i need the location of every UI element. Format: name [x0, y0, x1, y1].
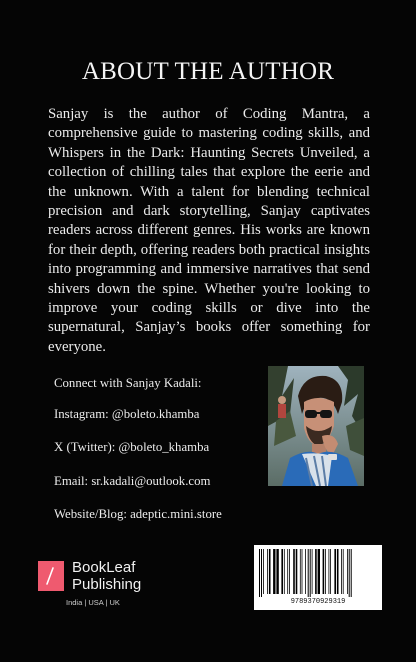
isbn-barcode	[254, 545, 382, 610]
publisher-logo	[38, 558, 178, 608]
barcode-bar	[267, 549, 268, 594]
barcode-bar	[305, 549, 306, 594]
barcode-bar	[273, 549, 275, 594]
publisher-regions: India | USA | UK	[66, 598, 120, 607]
barcode-bar	[334, 549, 336, 594]
publisher-logo-icon	[38, 561, 64, 591]
barcode-bar	[323, 549, 325, 594]
isbn-number: 9789370929319	[290, 598, 346, 606]
barcode-bar	[308, 549, 309, 597]
barcode-bar	[269, 549, 271, 594]
website-link: Website/Blog: adeptic.mini.store	[54, 507, 222, 521]
barcode-bar	[351, 549, 352, 597]
barcode-bar	[329, 549, 330, 594]
barcode-bar	[347, 549, 348, 594]
barcode-bar	[287, 549, 288, 594]
barcode-bar	[310, 549, 311, 597]
barcode-bar	[343, 549, 344, 594]
barcode-bar	[337, 549, 339, 594]
barcode-bar	[296, 549, 298, 594]
barcode-bar	[263, 549, 264, 594]
publisher-name: BookLeaf	[72, 559, 136, 576]
barcode-bar	[289, 549, 290, 594]
barcode-bar	[312, 549, 313, 594]
barcode-bar	[330, 549, 331, 594]
barcode-bar	[341, 549, 342, 594]
barcode-bar	[300, 549, 301, 594]
barcode-bar	[318, 549, 320, 594]
barcode-bar	[302, 549, 303, 594]
barcode-bar	[315, 549, 317, 594]
author-bio: Sanjay is the author of Coding Mantra, a comprehensive guide to mastering coding skills, and Whispers in the Dark: Haunting Secrets Unveiled, a collection of chilling tales that explore the eerie and the unknown. With a talent for blending technical precision and dark storytelling, Sanjay captivates readers across different genres. His works are known for their depth, offering readers both practical insights into programming and immersive narratives that send shivers down the spine. Whether you're looking to improve your coding skills or dive into the supernatural, Sanjay’s books offer something for everyone.	[48, 106, 370, 355]
barcode-bar	[284, 549, 285, 594]
instagram-handle: Instagram: @boleto.khamba	[54, 407, 200, 421]
barcode-bar	[349, 549, 350, 597]
barcode-bar	[259, 549, 260, 597]
barcode-bar	[261, 549, 262, 597]
author-photo	[268, 366, 364, 486]
barcode-bar	[293, 549, 295, 594]
barcode-bar	[276, 549, 278, 594]
barcode-bar	[325, 549, 326, 594]
email-address: Email: sr.kadali@outlook.com	[54, 474, 211, 488]
twitter-handle: X (Twitter): @boleto_khamba	[54, 440, 210, 454]
publisher-name-line2: Publishing	[72, 576, 142, 593]
contact-intro: Connect with Sanjay Kadali:	[54, 376, 202, 390]
barcode-bar	[281, 549, 283, 594]
page-title: ABOUT THE AUTHOR	[81, 58, 335, 85]
